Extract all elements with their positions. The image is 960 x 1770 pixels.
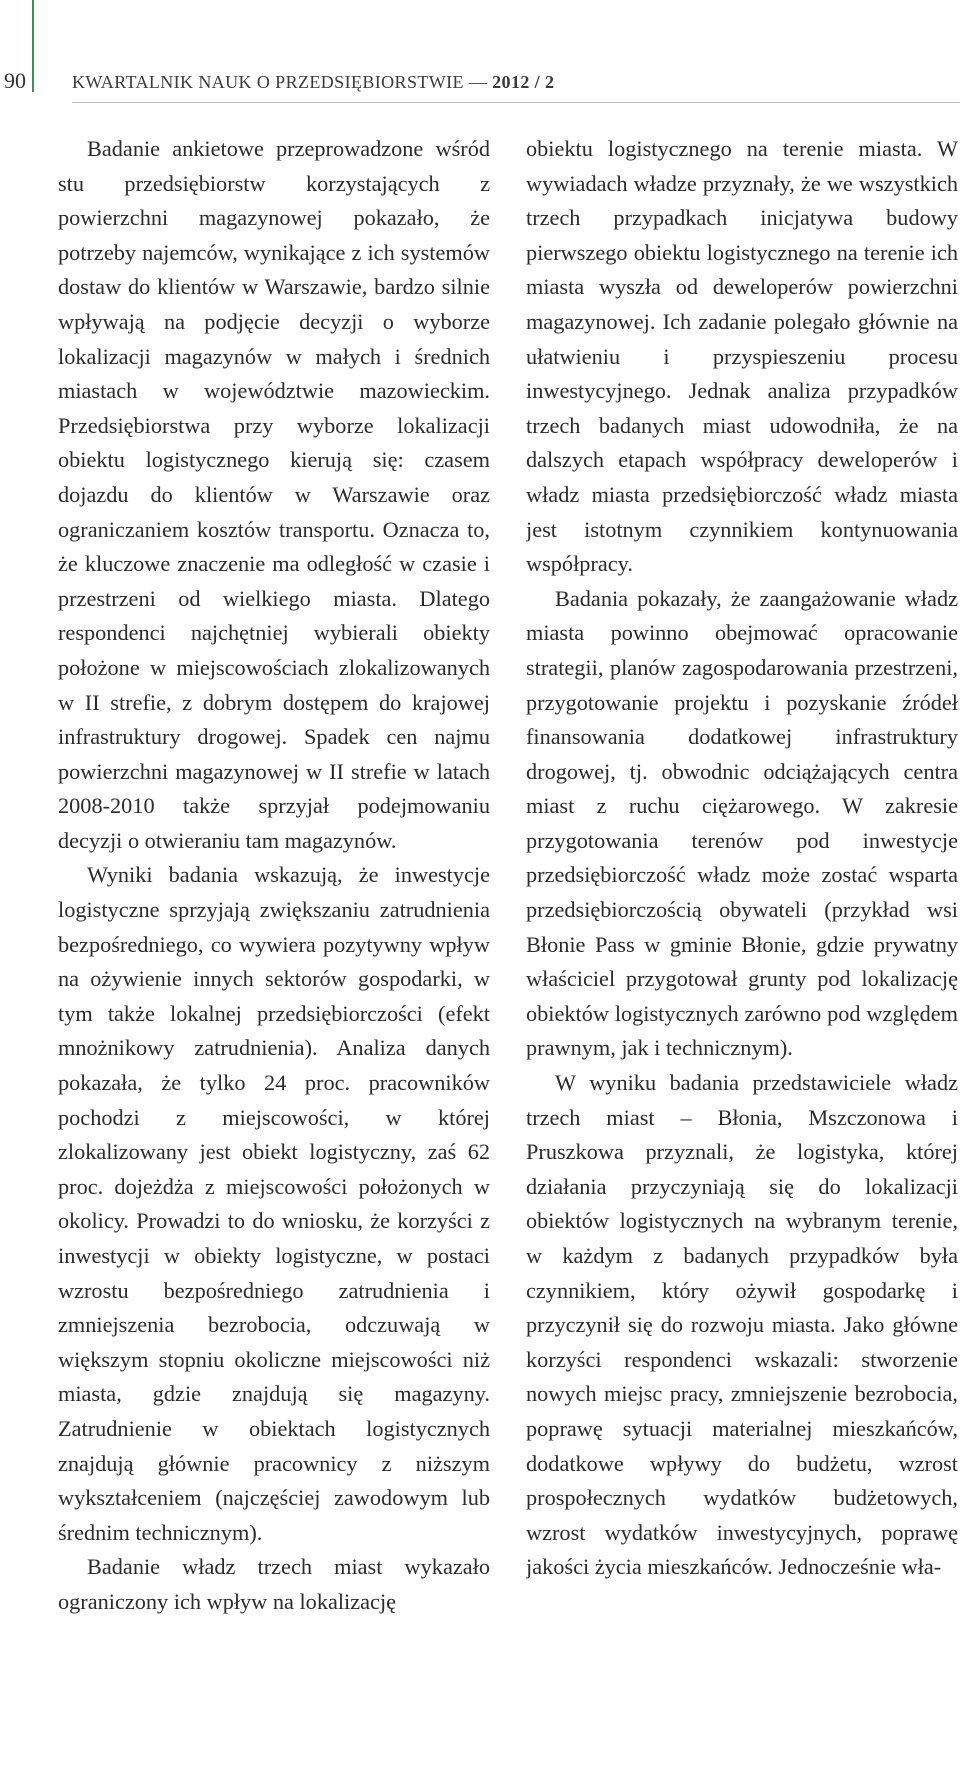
running-head — [72, 72, 554, 93]
right-column — [526, 132, 958, 1766]
journal-title: KWARTALNIK NAUK O PRZEDSIĘBIORSTWIE — — [72, 72, 488, 92]
margin-rule — [32, 0, 34, 92]
paragraph-continued: obiektu logistycznego na terenie miasta. W wywiadach władze przyznały, że we wszystkich trzech przypadkach inicjatywa budowy pierwszego obiektu logistycznego na terenie ich miasta wyszła od deweloperów powierzchni magazynowej. Ich zadanie polegało głównie na ułatwieniu i przyspieszeniu procesu inwestycyjnego. Jednak analiza przypadków trzech badanych miast udowodniła, że na dalszych etapach współpracy deweloperów i władz miasta przedsiębiorczość władz miasta jest istotnym czynnikiem kontynuowania współpracy. — [526, 136, 958, 577]
paragraph: Badanie ankietowe przeprowadzone wśród stu przedsiębiorstw korzystających z powierzchni magazynowej pokazało, że potrzeby najemców, wynikające z ich systemów dostaw do klientów w Warszawie, bardzo silnie wpływają na podjęcie decyzji o wyborze lokalizacji magazynów w małych i średnich miastach w województwie mazowieckim. Przedsiębiorstwa przy wyborze lokalizacji obiektu logistycznego kierują się: czasem dojazdu do klientów w Warszawie oraz ograniczaniem kosztów transportu. Oznacza to, że kluczowe znaczenie ma odległość w czasie i przestrzeni od wielkiego miasta. Dlatego respondenci najchętniej wybierali obiekty położone w miejscowościach zlokalizowanych w II strefie, z dobrym dostępem do krajowej infrastruktury drogowej. Spadek cen najmu powierzchni magazynowej w II strefie w latach 2008-2010 także sprzyjał podejmowaniu decyzji o otwieraniu tam magazynów. — [58, 136, 490, 853]
paragraph: Badanie władz trzech miast wykazało ograniczony ich wpływ na lokalizację — [58, 1554, 490, 1614]
left-column — [58, 132, 490, 1766]
issue-number: 2012 / 2 — [492, 72, 555, 92]
page-number: 90 — [4, 68, 26, 93]
paragraph: Badania pokazały, że zaangażowanie władz miasta powinno obejmować opracowanie strategii, planów zagospodarowania przestrzeni, przygotowanie projektu i pozyskanie źródeł finansowania dodatkowej infrastruktury drogowej, tj. obwodnic odciążających centra miast z ruchu ciężarowego. W zakresie przygotowania terenów pod inwestycje przedsiębiorczość władz może zostać wsparta przedsiębiorczością obywateli (przykład wsi Błonie Pass w gminie Błonie, gdzie prywatny właściciel przygotował grunty pod lokalizację obiektów logistycznych zarówno pod względem prawnym, jak i technicznym). — [526, 585, 958, 1061]
header-rule — [72, 102, 960, 103]
paragraph: Wyniki badania wskazują, że inwestycje logistyczne sprzyjają zwiększaniu zatrudnienia bezpośredniego, co wywiera pozytywny wpływ na ożywienie innych sektorów gospodarki, w tym także lokalnej przedsiębiorczości (efekt mnożnikowy zatrudnienia). Analiza danych pokazała, że tylko 24 proc. pracowników pochodzi z miejscowości, w której zlokalizowany jest obiekt logistyczny, zaś 62 proc. dojeżdża z miejscowości położonych w okolicy. Prowadzi to do wniosku, że korzyści z inwestycji w obiekty logistyczne, w postaci wzrostu bezpośredniego zatrudnienia i zmniejszenia bezrobocia, odczuwają w większym stopniu okoliczne miejscowości niż miasta, gdzie znajdują się magazyny. Zatrudnienie w obiektach logistycznych znajdują głównie pracownicy z niższym wykształceniem (najczęściej zawodowym lub średnim technicznym). — [58, 862, 490, 1545]
paragraph: W wyniku badania przedstawiciele władz trzech miast – Błonia, Mszczonowa i Pruszkowa przyznali, że logistyka, której działania przyczyniają się do lokalizacji obiektów logistycznych na wybranym terenie, w każdym z badanych przypadków była czynnikiem, który ożywił gospodarkę i przyczynił się do rozwoju miasta. Jako główne korzyści respondenci wskazali: stworzenie nowych miejsc pracy, zmniejszenie bezrobocia, poprawę sytuacji materialnej mieszkańców, dodatkowe wpływy do budżetu, wzrost prospołecznych wydatków budżetowych, wzrost wydatków inwestycyjnych, poprawę jakości życia mieszkańców. Jednocześnie wła- — [526, 1070, 958, 1580]
